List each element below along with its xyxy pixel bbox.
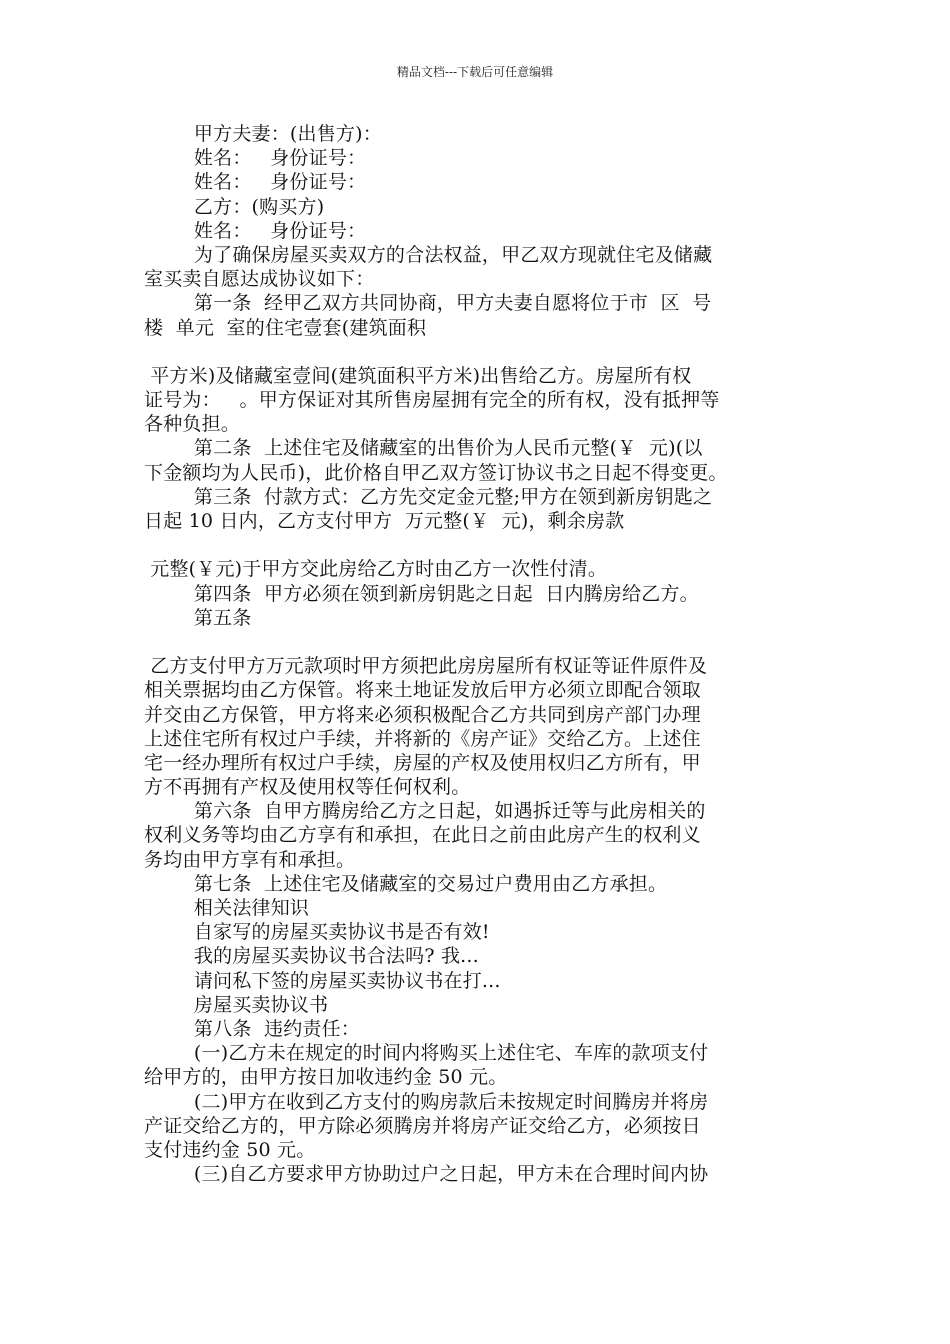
blank-line (144, 533, 812, 557)
document-line: 自家写的房屋买卖协议书是否有效! (144, 921, 490, 944)
document-line: 楼 单元 室的住宅壹套(建筑面积 (144, 316, 427, 339)
document-line: 给甲方的，由甲方按日加收违约金 50 元。 (144, 1066, 508, 1089)
document-line: 甲方夫妻：(出售方)： (144, 123, 382, 145)
document-line: 权利义务等均由乙方享有和承担，在此日之前由此房产生的权利义 (144, 824, 701, 847)
document-line: 为了确保房屋买卖双方的合法权益，甲乙双方现就住宅及储藏 (144, 243, 713, 266)
document-line: 平方米)及储藏室壹间(建筑面积平方米)出售给乙方。房屋所有权 (144, 364, 692, 387)
document-line: (三)自乙方要求甲方协助过户之日起，甲方未在合理时间内协 (144, 1163, 709, 1186)
document-line: 产证交给乙方的，甲方除必须腾房并将房产证交给乙方，必须按日 (144, 1114, 701, 1137)
page-header: 精品文档---下载后可任意编辑 (396, 65, 554, 79)
document-line: 相关票据均由乙方保管。将来土地证发放后甲方必须立即配合领取 (144, 679, 701, 702)
document-line: 第二条 上述住宅及储藏室的出售价为人民币元整(￥ 元)(以 (144, 437, 703, 460)
document-line: 乙方支付甲方万元款项时甲方须把此房房屋所有权证等证件原件及 (144, 655, 708, 678)
document-line: 第六条 自甲方腾房给乙方之日起，如遇拆迁等与此房相关的 (144, 800, 706, 823)
document-line: 务均由甲方享有和承担。 (144, 848, 356, 871)
document-line: 下金额均为人民币)，此价格自甲乙双方签订协议书之日起不得变更。 (144, 461, 728, 484)
document-line: (一)乙方未在规定的时间内将购买上述住宅、车库的款项支付 (144, 1042, 709, 1065)
document-line: 姓名： 身份证号： (144, 171, 367, 194)
document-line: 证号为： 。甲方保证对其所售房屋拥有完全的所有权，没有抵押等 (144, 389, 720, 412)
document-line: 日起 10 日内，乙方支付甲方 万元整(￥ 元)，剩余房款 (144, 510, 625, 532)
document-line: 我的房屋买卖协议书合法吗? 我... (144, 945, 479, 968)
document-body (144, 122, 812, 1186)
document-line: 各种负担。 (144, 413, 241, 436)
document-line: 第八条 违约责任： (144, 1017, 360, 1040)
document-line: 姓名： 身份证号： (144, 219, 367, 242)
document-line: 相关法律知识 (144, 897, 310, 919)
document-line: 房屋买卖协议书 (144, 993, 329, 1016)
document-line: 上述住宅所有权过户手续，并将新的《房产证》交给乙方。上述住 (144, 727, 701, 750)
document-line: 室买卖自愿达成协议如下： (144, 268, 375, 291)
document-line: 请问私下签的房屋买卖协议书在打... (144, 969, 501, 992)
blank-line (144, 340, 812, 364)
blank-line (144, 630, 812, 654)
document-line: (二)甲方在收到乙方支付的购房款后未按规定时间腾房并将房 (144, 1090, 709, 1113)
document-line: 支付违约金 50 元。 (144, 1138, 316, 1161)
document-line: 第五条 (144, 606, 252, 629)
document-line: 方不再拥有产权及使用权等任何权利。 (144, 776, 471, 799)
document-line: 并交由乙方保管，甲方将来必须积极配合乙方共同到房产部门办理 (144, 703, 701, 726)
document-line: 乙方：(购买方) (144, 195, 325, 218)
document-line: 姓名： 身份证号： (144, 147, 367, 170)
document-line: 第七条 上述住宅及储藏室的交易过户费用由乙方承担。 (144, 872, 668, 895)
document-line: 元整(￥元)于甲方交此房给乙方时由乙方一次性付清。 (144, 558, 608, 581)
document-line: 第三条 付款方式：乙方先交定金元整;甲方在领到新房钥匙之 (144, 485, 713, 508)
document-line: 第四条 甲方必须在领到新房钥匙之日起 日内腾房给乙方。 (144, 582, 699, 605)
document-line: 第一条 经甲乙双方共同协商，甲方夫妻自愿将位于市 区 号 (144, 292, 712, 315)
document-line: 宅一经办理所有权过户手续，房屋的产权及使用权归乙方所有，甲 (144, 751, 701, 774)
